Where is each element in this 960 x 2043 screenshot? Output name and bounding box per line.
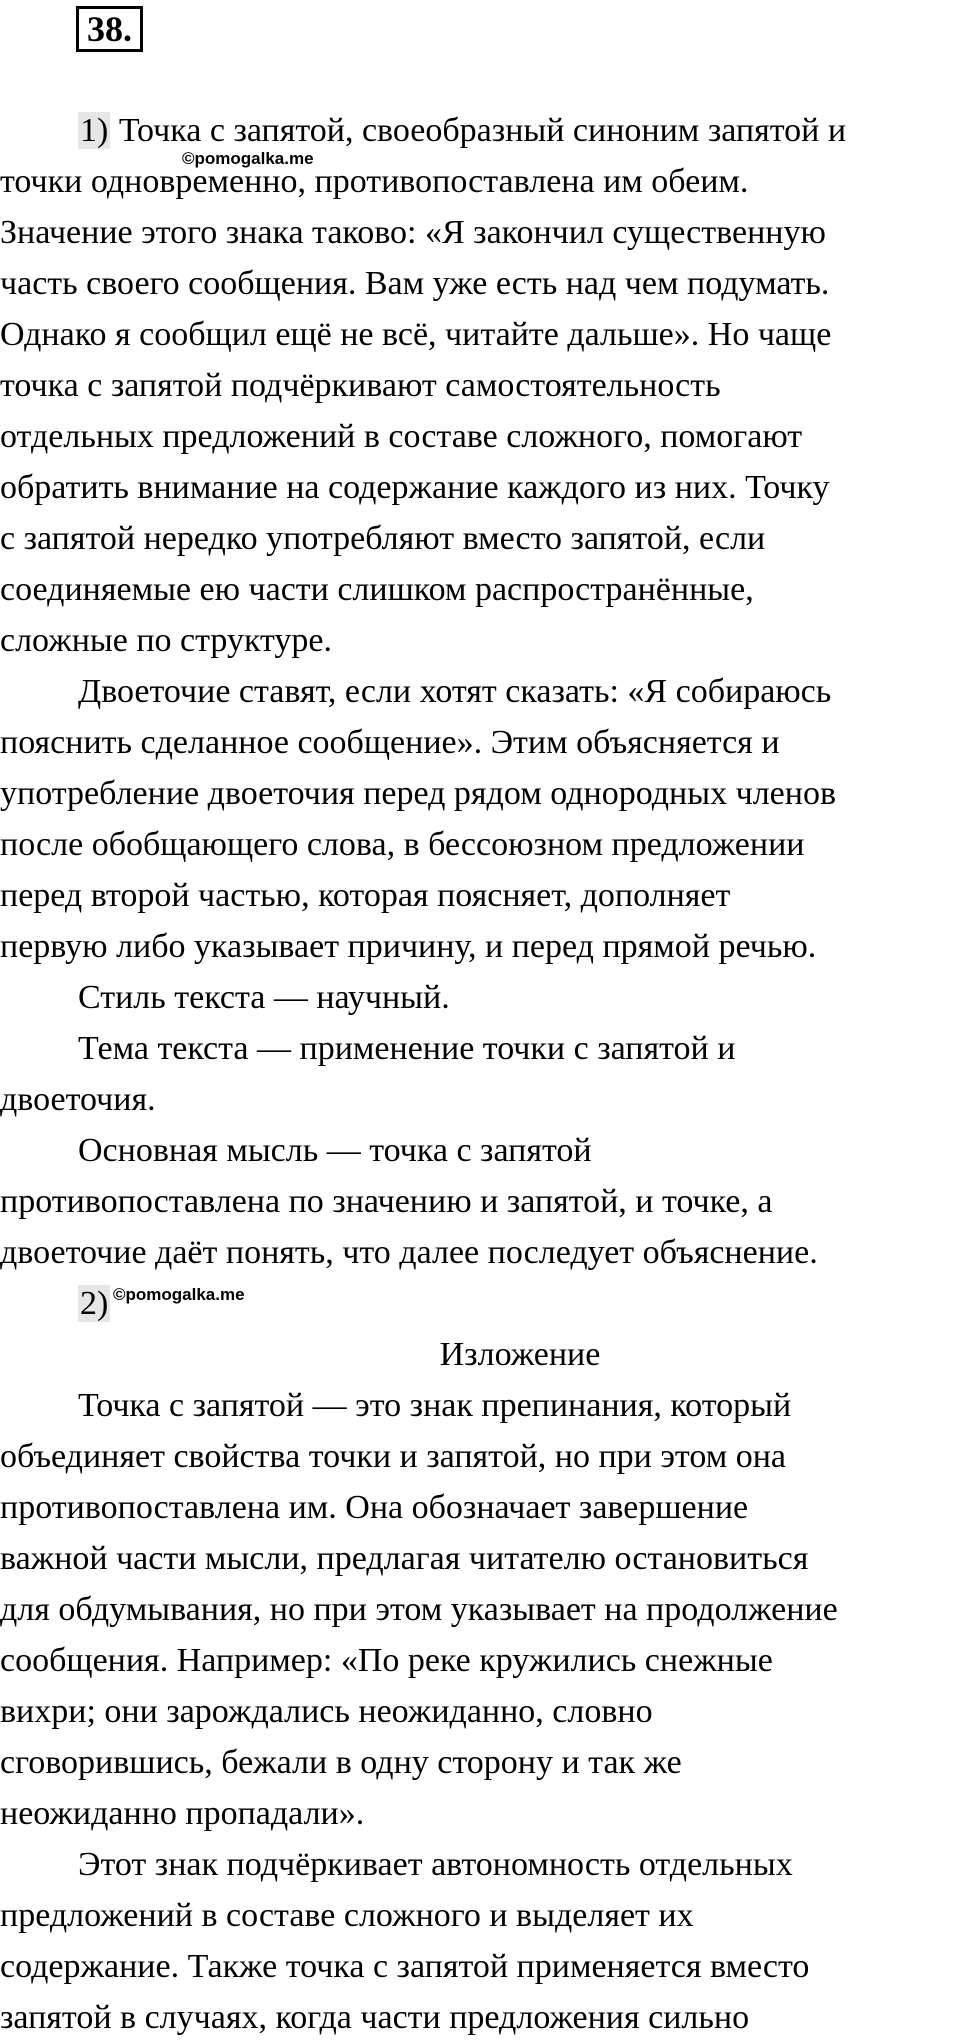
text-line: после обобщающего слова, в бессоюзном предложении (0, 826, 805, 863)
main-idea-line: двоеточие даёт понять, что далее последует объяснение. (0, 1234, 818, 1271)
part-marker: 1) (80, 112, 109, 149)
text-line: точка с запятой подчёркивают самостоятельность (0, 367, 721, 404)
text-line: предложений в составе сложного и выделяет их (0, 1897, 694, 1934)
task-number-box (76, 6, 143, 52)
text-line: соединяемые ею части слишком распространённые, (0, 571, 754, 608)
text-line: сложные по структуре. (0, 622, 333, 659)
main-idea-line: Основная мысль — точка с запятой (78, 1132, 592, 1169)
text-line: объединяет свойства точки и запятой, но при этом она (0, 1438, 787, 1475)
text-line: Двоеточие ставят, если хотят сказать: «Я собираюсь (78, 673, 832, 710)
text-line: обратить внимание на содержание каждого из них. Точку (0, 469, 830, 506)
text-line: Однако я сообщил ещё не всё, читайте дальше». Но чаще (0, 316, 832, 353)
answer-text (0, 105, 960, 2043)
style-line: Стиль текста — научный. (78, 979, 450, 1016)
theme-line: Тема текста — применение точки с запятой и (78, 1030, 736, 1067)
section-title: Изложение (439, 1336, 601, 1373)
text-line: пояснить сделанное сообщение». Этим объясняется и (0, 724, 780, 761)
text-line: часть своего сообщения. Вам уже есть над чем подумать. (0, 265, 830, 302)
watermark: ©pomogalka.me (182, 149, 314, 168)
text-line: вихри; они зарождались неожиданно, словно (0, 1693, 653, 1730)
text-line (0, 1278, 960, 1329)
text-line: содержание. Также точка с запятой применяется вместо (0, 1948, 810, 1985)
text-line: запятой в случаях, когда части предложения сильно (0, 1999, 750, 2036)
text-line: сговорившись, бежали в одну сторону и так же (0, 1744, 682, 1781)
text-line: важной части мысли, предлагая читателю остановиться (0, 1540, 809, 1577)
theme-line: двоеточия. (0, 1081, 156, 1118)
main-idea-line: противопоставлена по значению и запятой, и точке, а (0, 1183, 773, 1220)
text-line: для обдумывания, но при этом указывает на продолжение (0, 1591, 838, 1628)
text-line: Этот знак подчёркивает автономность отдельных (78, 1846, 793, 1883)
text-line: неожиданно пропадали». (0, 1795, 365, 1832)
text-line: Значение этого знака таково: «Я закончил существенную (0, 214, 826, 251)
part-marker: 2) (80, 1285, 109, 1322)
text-line: первую либо указывает причину, и перед прямой речью. (0, 928, 817, 965)
text-line: с запятой нередко употребляют вместо запятой, если (0, 520, 766, 557)
watermark: ©pomogalka.me (113, 1285, 245, 1304)
text-line: употребление двоеточия перед рядом однородных членов (0, 775, 837, 812)
text-line: 1) Точка с запятой, своеобразный синоним запятой и (80, 112, 847, 149)
text-line: отдельных предложений в составе сложного, помогают (0, 418, 803, 455)
text-line: точки одновременно, противопоставлена им обеим. (0, 163, 749, 200)
task-number: 38. (87, 9, 132, 49)
text-line: Точка с запятой — это знак препинания, который (78, 1387, 792, 1424)
text-line: сообщения. Например: «По реке кружились снежные (0, 1642, 773, 1679)
text-line: противопоставлена им. Она обозначает завершение (0, 1489, 749, 1526)
text-line: перед второй частью, которая поясняет, дополняет (0, 877, 731, 914)
